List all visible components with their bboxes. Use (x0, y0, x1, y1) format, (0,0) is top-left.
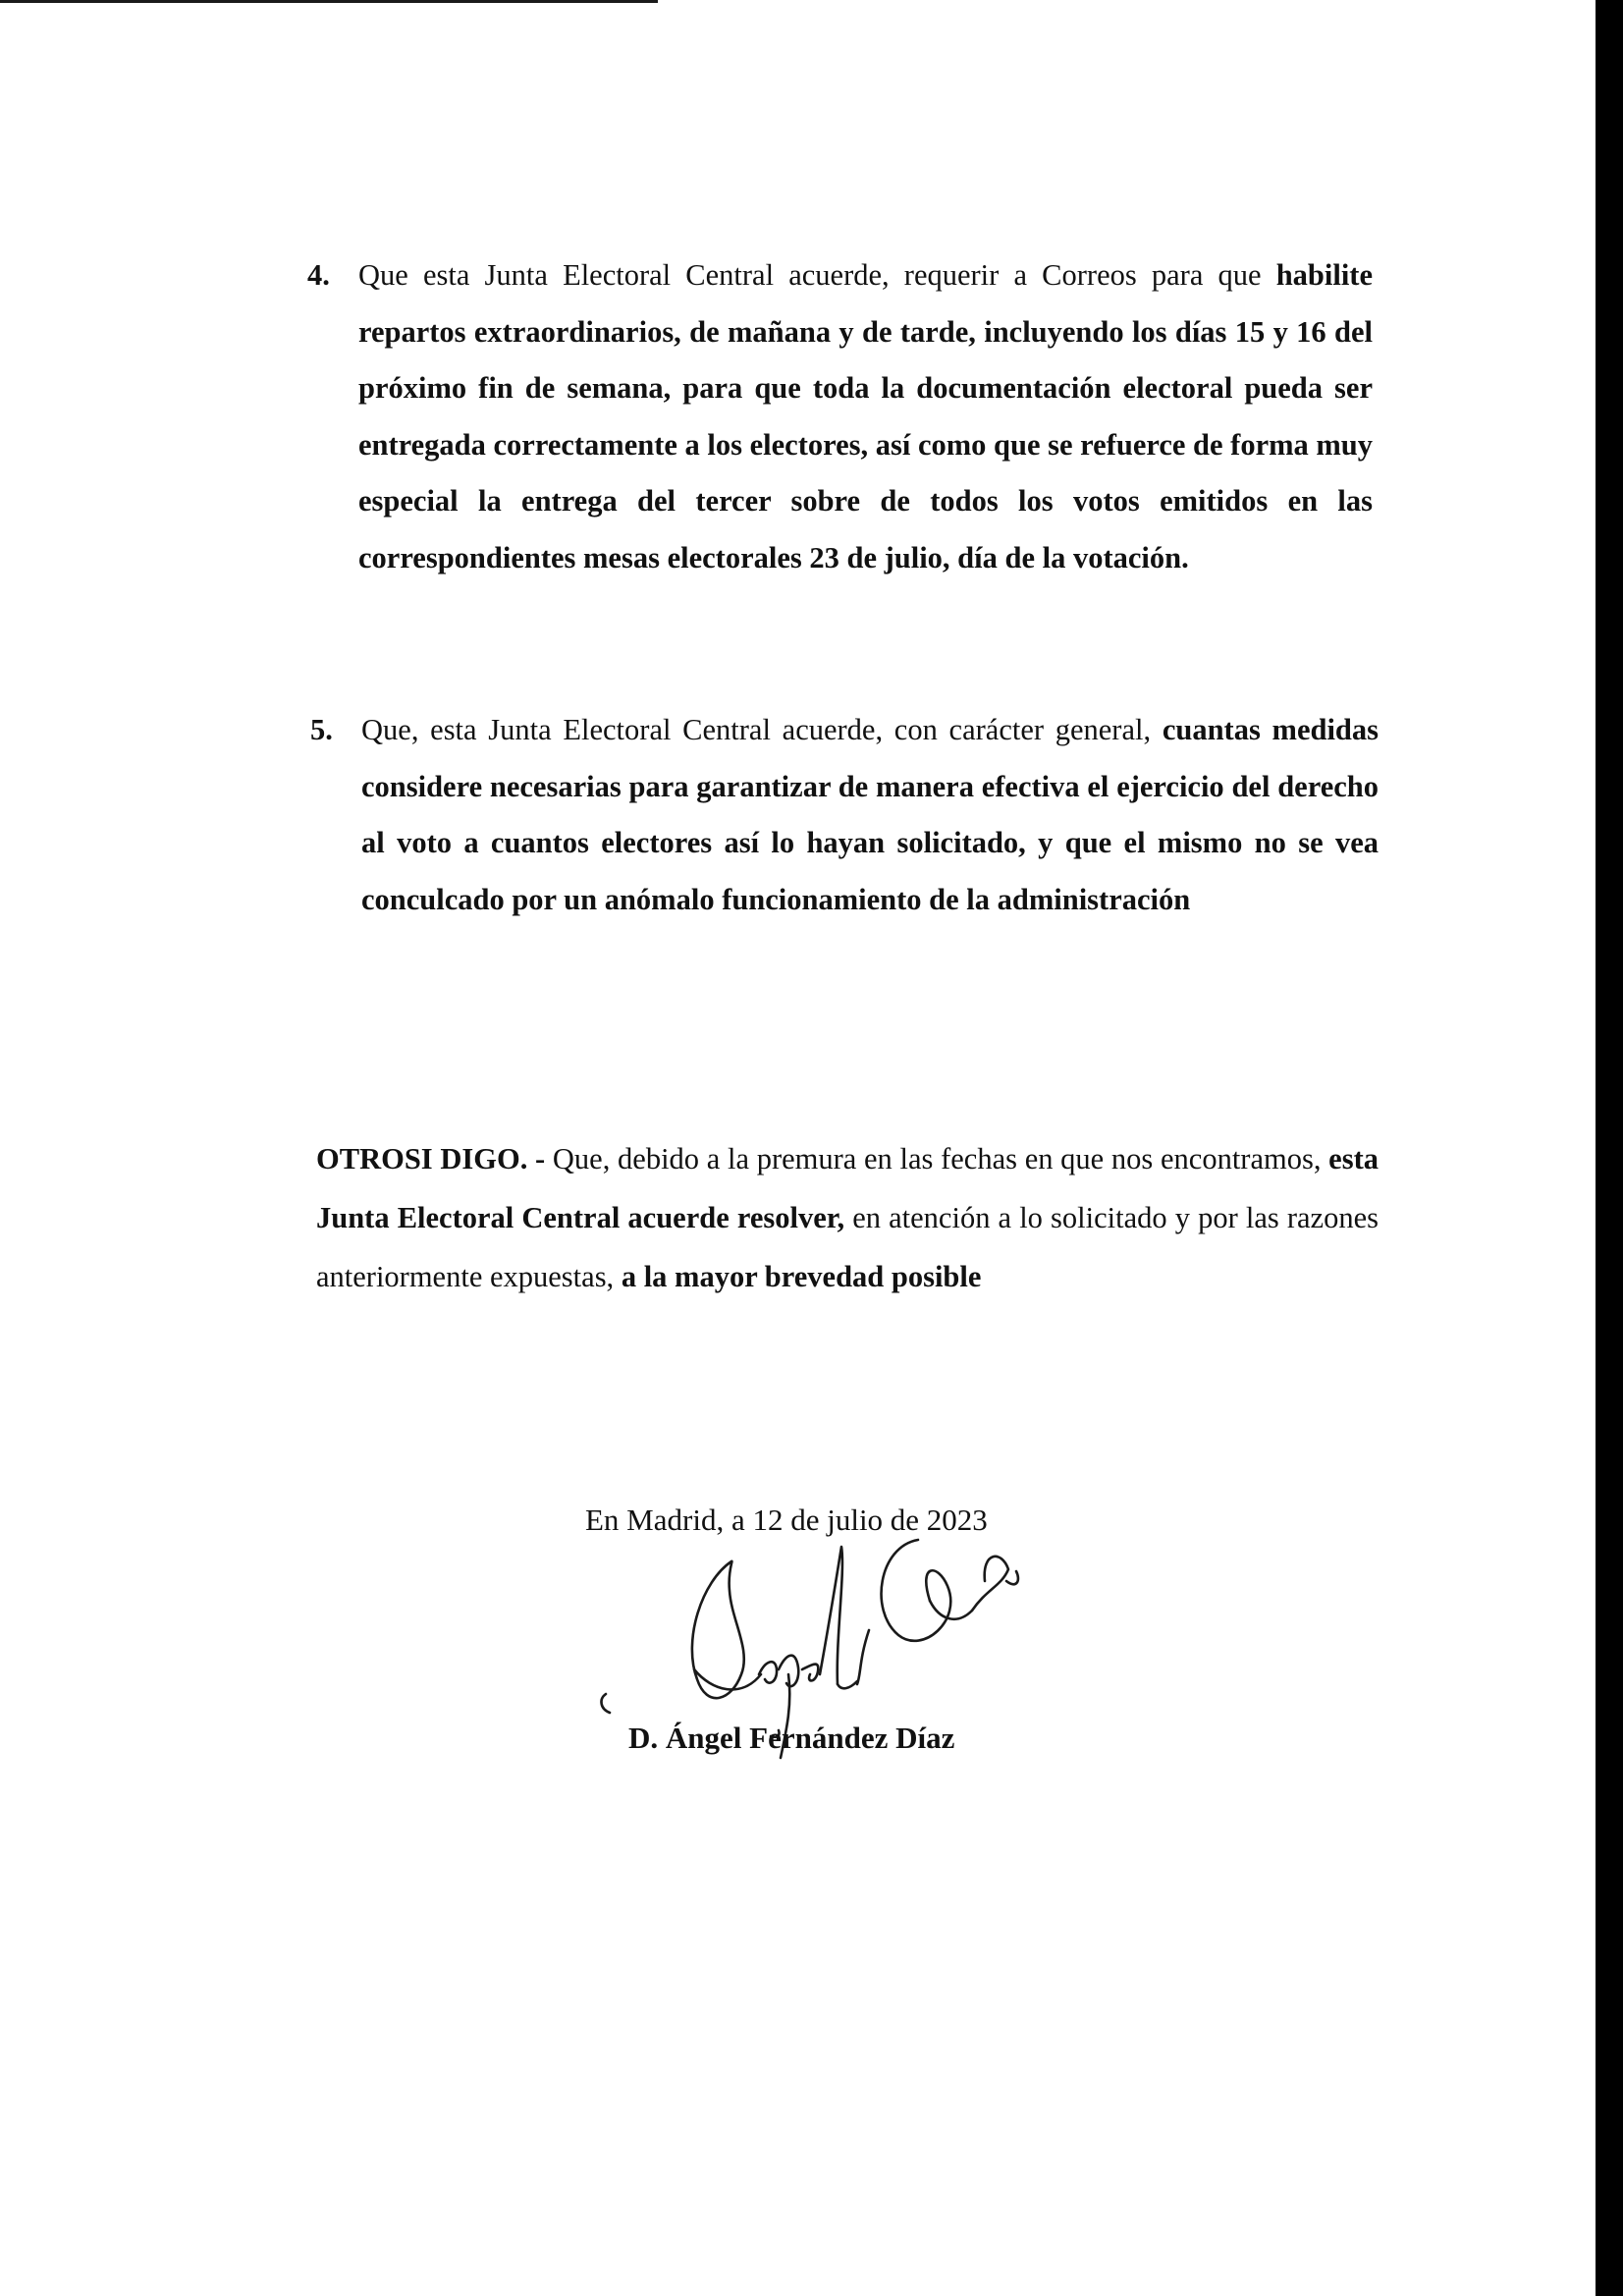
otrosi-text-normal: en atención a lo solicitado y por las razones anteriormente expuestas, (316, 1201, 1379, 1293)
item-number: 5. (310, 713, 333, 746)
item-text-bold: cuantas medidas considere necesarias para garantizar de manera efectiva el ejercicio del derecho al voto a cuantos electores así lo hayan solicitado, y que el mismo no se vea conculcado por un anómalo funcionamiento de la administración (361, 713, 1379, 916)
signer-name: D. Ángel Fernández Díaz (628, 1721, 955, 1755)
item-text-normal: Que esta Junta Electoral Central acuerde, requerir a Correos para que (358, 258, 1276, 292)
item-text-bold: habilite repartos extraordinarios, de mañana y de tarde, incluyendo los días 15 y 16 del próximo fin de semana, para que toda la documentación electoral pueda ser entregada correctamente a los electores, así como que se refuerce de forma muy especial la entrega del tercer sobre de todos los votos emitidos en las correspondientes mesas electorales 23 de julio, día de la votación. (358, 258, 1374, 574)
item-text (358, 247, 1373, 586)
item-text-normal: Que, esta Junta Electoral Central acuerde, con carácter general, (361, 713, 1163, 746)
otrosi-text-normal: Que, debido a la premura en las fechas en que nos encontramos, (545, 1142, 1329, 1175)
scan-top-edge-line (0, 0, 658, 3)
item-number: 4. (307, 258, 330, 292)
place-date-line: En Madrid, a 12 de julio de 2023 (585, 1503, 988, 1537)
item-text (361, 702, 1379, 928)
otrosi-text-bold: a la mayor brevedad posible (621, 1260, 982, 1293)
otrosi-heading: OTROSI DIGO. - (316, 1142, 546, 1175)
scan-right-edge-border (1596, 0, 1623, 2296)
otrosi-text-bold: esta Junta Electoral Central acuerde resolver, (316, 1142, 1379, 1234)
request-item-4 (307, 247, 1373, 586)
otrosi-paragraph (316, 1129, 1379, 1306)
request-item-5 (310, 702, 1379, 928)
